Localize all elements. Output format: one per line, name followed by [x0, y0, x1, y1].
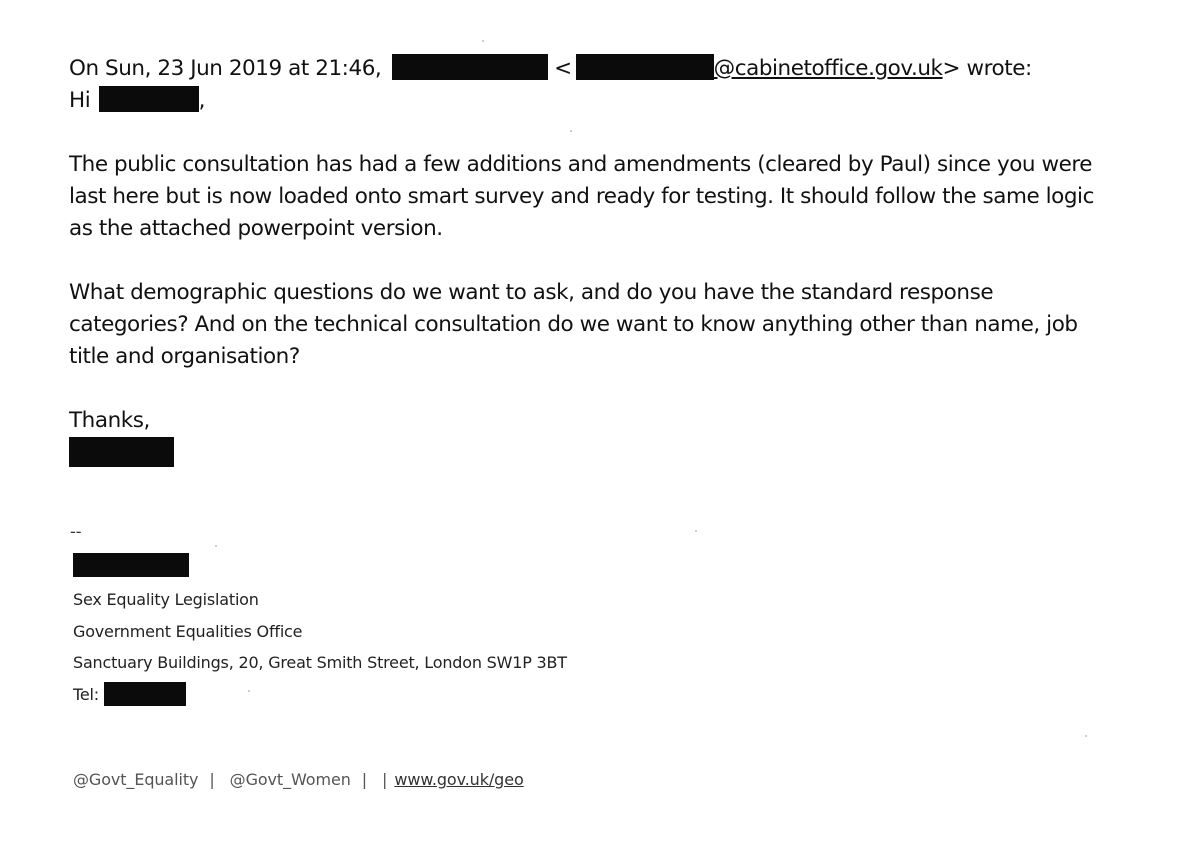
- signature-unit: Sex Equality Legislation: [73, 590, 259, 609]
- tel-label: Tel:: [73, 684, 99, 704]
- greeting-comma: ,: [198, 88, 206, 113]
- signature-address: Sanctuary Buildings, 20, Great Smith Street, London SW1P 3BT: [73, 653, 567, 672]
- paragraph-1-line: as the attached powerpoint version.: [69, 216, 443, 241]
- redacted-email-user: [576, 54, 714, 80]
- redacted-signer-name: [69, 437, 174, 467]
- geo-website-link[interactable]: www.gov.uk/geo: [394, 770, 524, 789]
- redacted-recipient-name: [99, 86, 199, 112]
- paragraph-2-line: title and organisation?: [69, 344, 300, 369]
- footer-separator: |: [361, 770, 368, 789]
- signature-tel-row: [73, 679, 567, 711]
- header-lt: <: [554, 56, 572, 81]
- paragraph-1-line: last here but is now loaded onto smart survey and ready for testing. It should follow the same logic: [69, 184, 1094, 209]
- redacted-sender-name: [392, 54, 548, 80]
- scan-speck: [215, 545, 217, 547]
- redacted-signature-name: [73, 553, 189, 577]
- twitter-handle-equality: @Govt_Equality: [73, 770, 199, 789]
- email-header-line: [69, 53, 1179, 85]
- signature-separator: --: [70, 522, 82, 541]
- greeting-line: [69, 85, 1179, 117]
- scan-speck: [695, 530, 697, 532]
- signature-office: Government Equalities Office: [73, 621, 303, 641]
- closing-signer-row: [69, 437, 1179, 469]
- scan-speck: [482, 40, 484, 42]
- header-suffix: > wrote:: [942, 56, 1032, 81]
- closing: Thanks,: [69, 408, 150, 433]
- paragraph-1: [69, 149, 1179, 245]
- paragraph-2-line: What demographic questions do we want to ask, and do you have the standard response: [69, 280, 994, 305]
- greeting: Hi: [69, 88, 91, 113]
- sender-email-domain-link[interactable]: @cabinetoffice.gov.uk: [713, 56, 943, 81]
- scan-speck: [1085, 735, 1087, 737]
- signature-name-row: [73, 553, 189, 581]
- paragraph-2-line: categories? And on the technical consultation do we want to know anything other than name, job: [69, 312, 1078, 337]
- footer-separator: |: [382, 770, 388, 789]
- signature-block: [73, 584, 567, 710]
- redacted-tel-number: [104, 682, 186, 706]
- signature-footer: [73, 770, 524, 789]
- twitter-handle-women: @Govt_Women: [229, 770, 351, 789]
- email-body: [69, 53, 1179, 469]
- paragraph-1-line: The public consultation has had a few additions and amendments (cleared by Paul) since you were: [69, 152, 1093, 177]
- header-date-prefix: On Sun, 23 Jun 2019 at 21:46,: [69, 56, 382, 81]
- footer-separator: |: [209, 770, 215, 789]
- paragraph-2: [69, 277, 1179, 373]
